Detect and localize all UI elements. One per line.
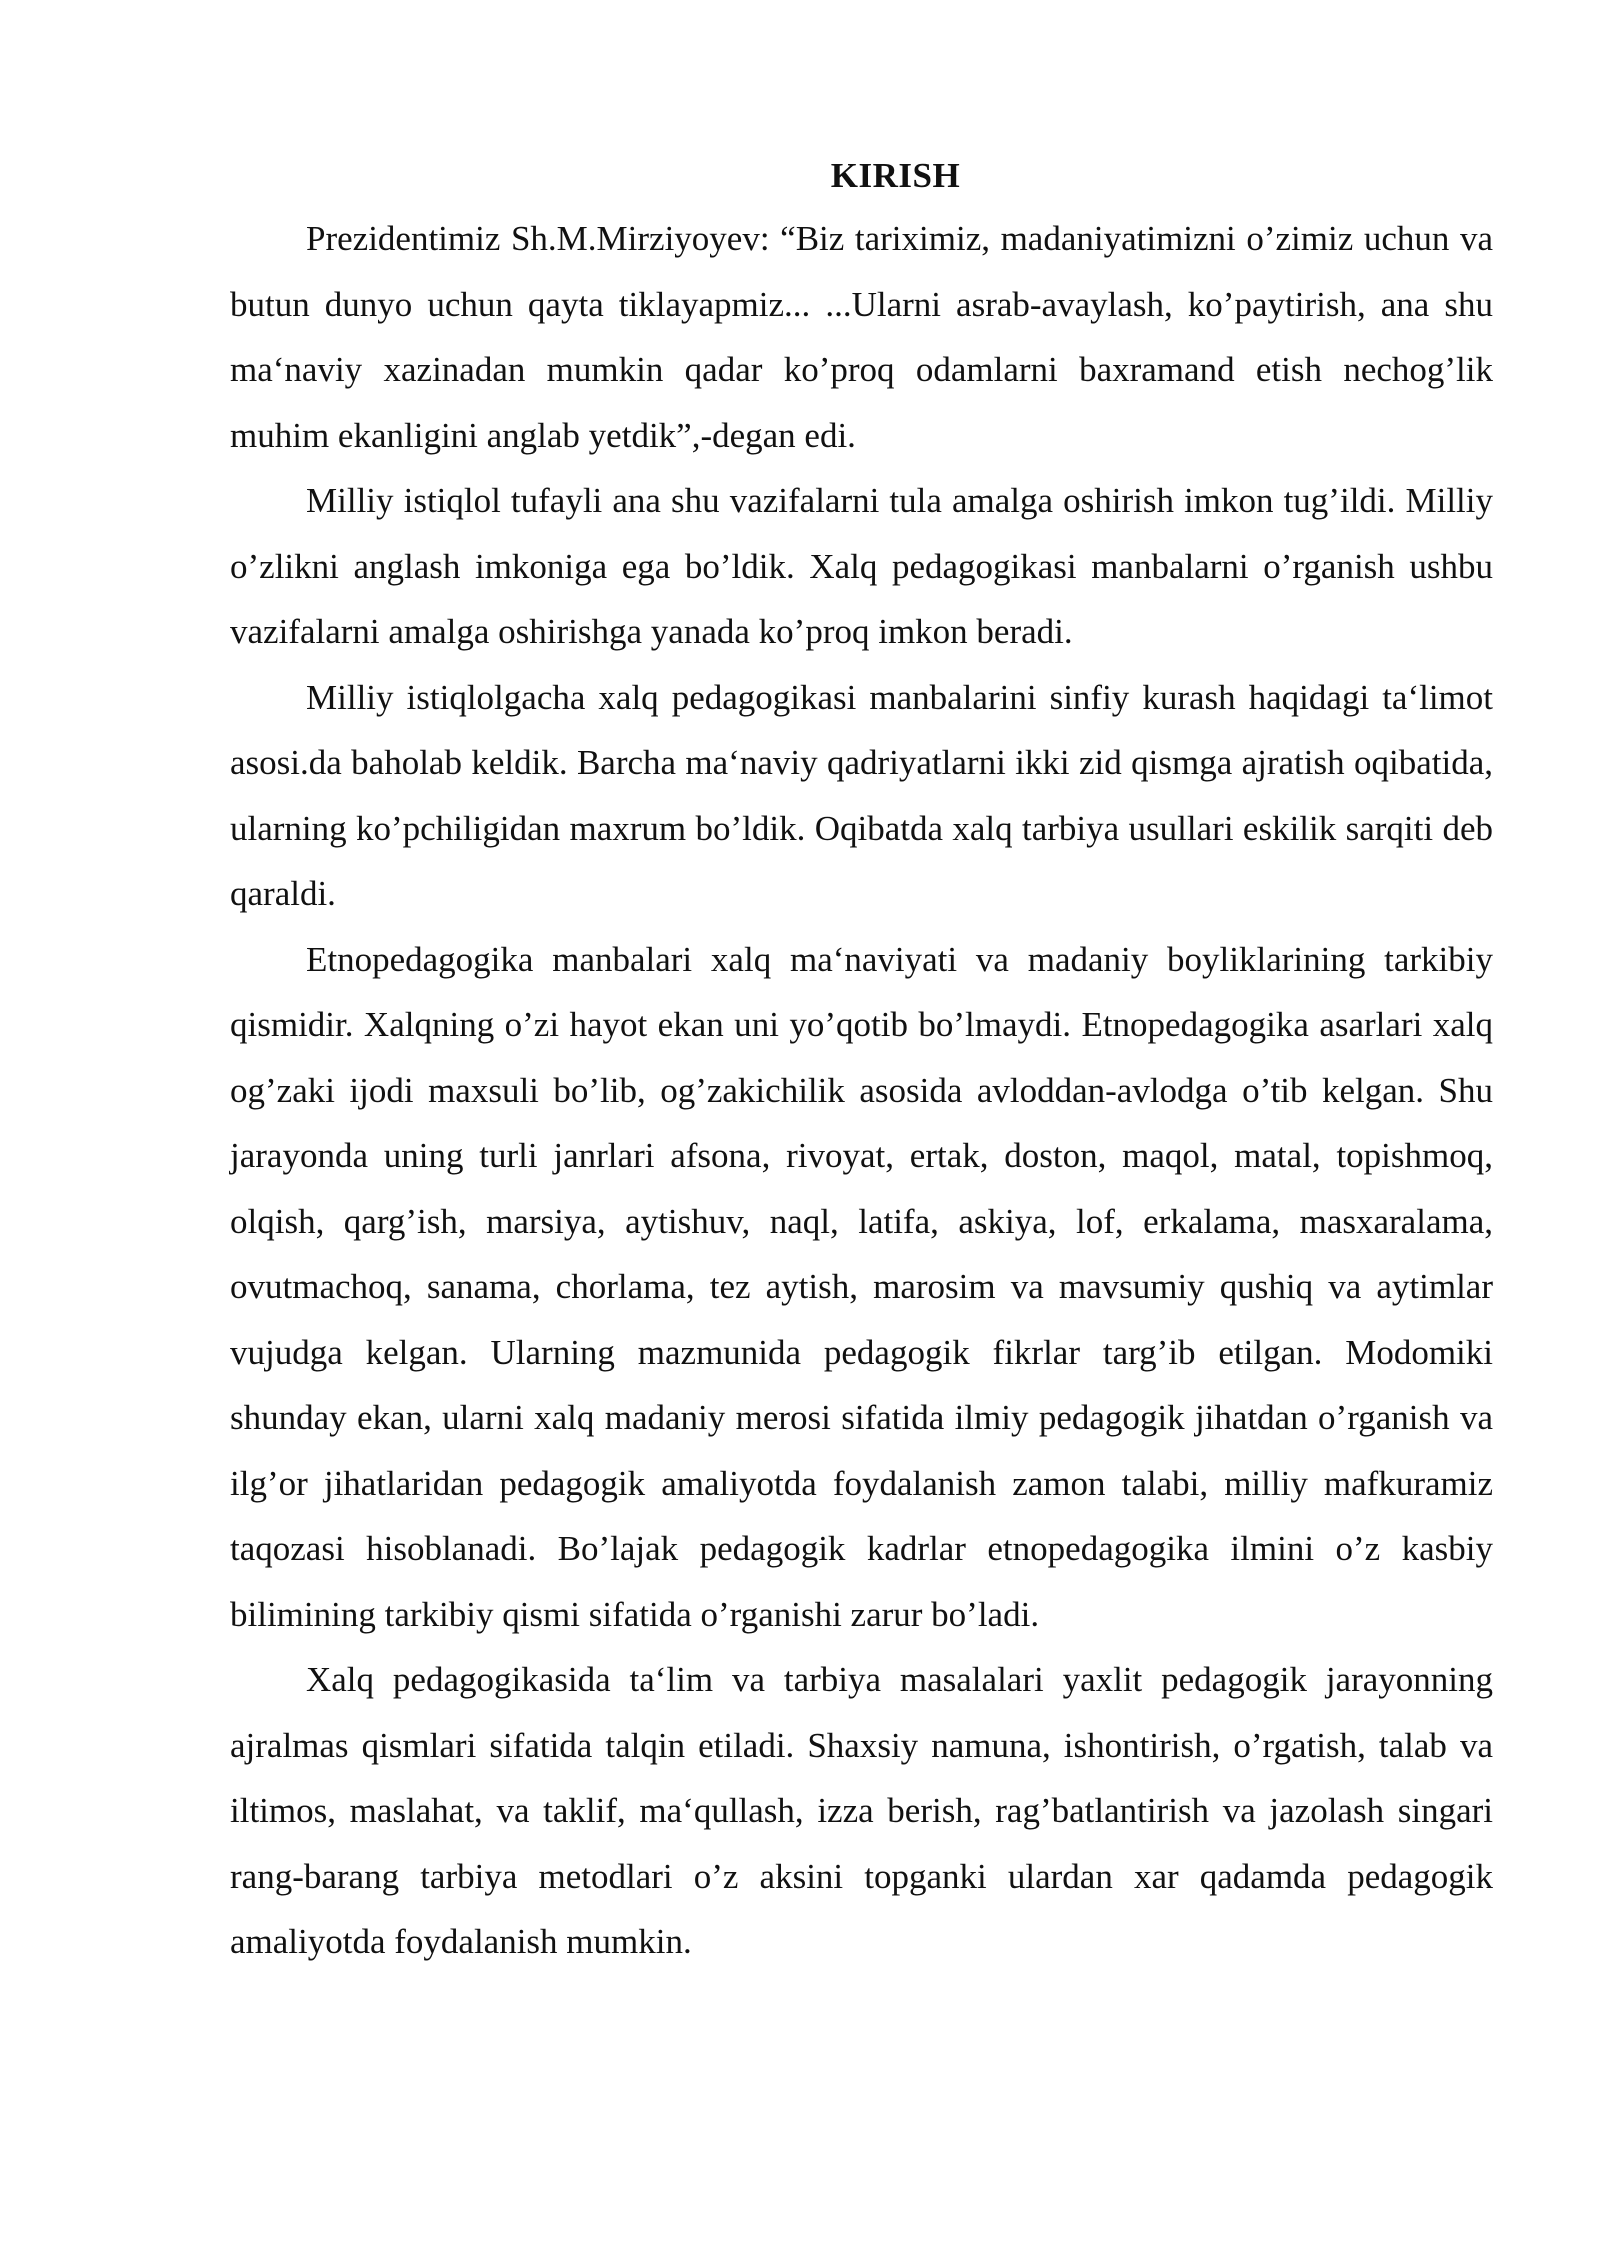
page-content [230,150,1493,1975]
paragraph-4: Etnopedagogika manbalari xalq ma‘naviyati va madaniy boyliklarining tarkibiy qismidir. Xalqning o’zi hayot ekan uni yo’qotib bo’lmaydi. Etnopedagogika asarlari xalq og’zaki ijodi maxsuli bo’lib, og’zakichilik asosida avloddan-avlodga o’tib kelgan. Shu jarayonda uning turli janrlari afsona, rivoyat, ertak, doston, maqol, matal, topishmoq, olqish, qarg’ish, marsiya, aytishuv, naql, latifa, askiya, lof, erkalama, masxaralama, ovutmachoq, sanama, chorlama, tez aytish, marosim va mavsumiy qushiq va aytimlar vujudga kelgan. Ularning mazmunida pedagogik fikrlar targ’ib etilgan. Modomiki shunday ekan, ularni xalq madaniy merosi sifatida ilmiy pedagogik jihatdan o’rganish va ilg’or jihatlaridan pedagogik amaliyotda foydalanish zamon talabi, milliy mafkuramiz taqozasi hisoblanadi. Bo’lajak pedagogik kadrlar etnopedagogika ilmini o’z kasbiy bilimining tarkibiy qismi sifatida o’rganishi zarur bo’ladi. [230,939,1493,1634]
paragraph-1: Prezidentimiz Sh.M.Mirziyoyev: “Biz tariximiz, madaniyatimizni o’zimiz uchun va butun dunyo uchun qayta tiklayapmiz... ...Ularni asrab-avaylash, ko’paytirish, ana shu ma‘naviy xazinadan mumkin qadar ko’proq odamlarni baxramand etish nechog’lik muhim ekanligini anglab yetdik”,-degan edi. [230,219,1493,455]
paragraph-2: Milliy istiqlol tufayli ana shu vazifalarni tula amalga oshirish imkon tug’ildi. Milliy o’zlikni anglash imkoniga ega bo’ldik. Xalq pedagogikasi manbalarni o’rganish ushbu vazifalarni amalga oshirishga yanada ko’proq imkon beradi. [230,481,1493,651]
paragraph-3: Milliy istiqlolgacha xalq pedagogikasi manbalarini sinfiy kurash haqidagi ta‘limot asosi.da baholab keldik. Barcha ma‘naviy qadriyatlarni ikki zid qismga ajratish oqibatida, ularning ko’pchiligidan maxrum bo’ldik. Oqibatda xalq tarbiya usullari eskilik sarqiti deb qaraldi. [230,677,1493,913]
page-title: KIRISH [830,156,961,195]
paragraph-5: Xalq pedagogikasida ta‘lim va tarbiya masalalari yaxlit pedagogik jarayonning ajralmas qismlari sifatida talqin etiladi. Shaxsiy namuna, ishontirish, o’rgatish, talab va iltimos, maslahat, va taklif, ma‘qullash, izza berish, rag’batlantirish va jazolash singari rang-barang tarbiya metodlari o’z aksini topganki ulardan xar qadamda pedagogik amaliyotda foydalanish mumkin. [230,1660,1493,1961]
